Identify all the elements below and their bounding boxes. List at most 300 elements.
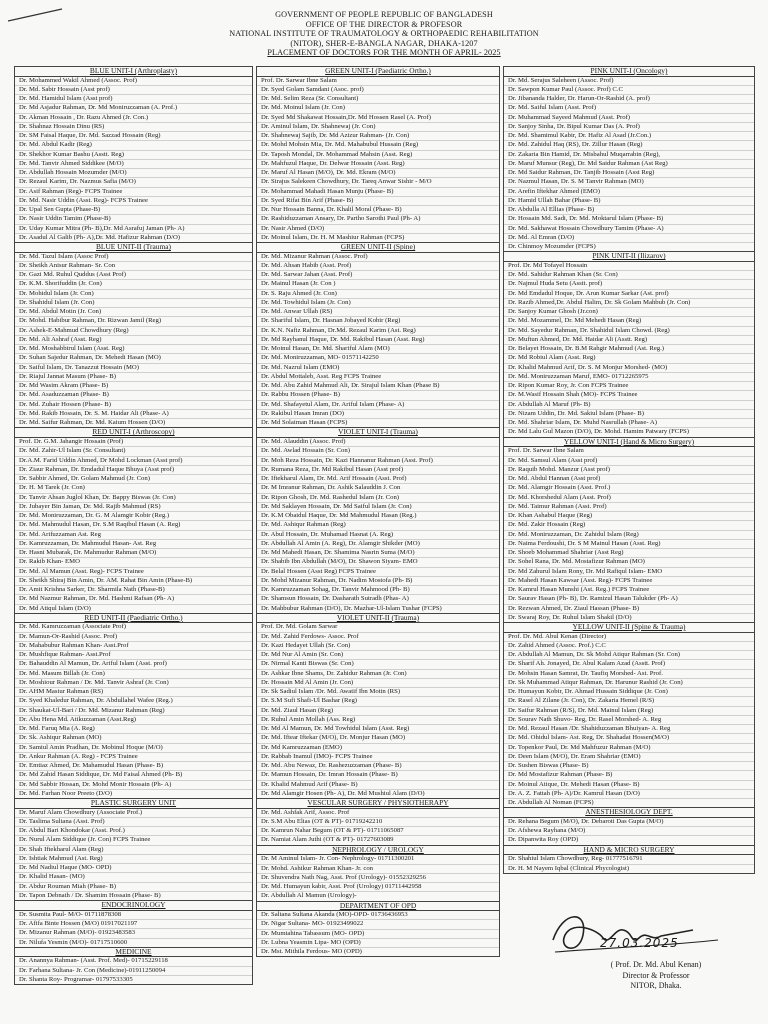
header-government: GOVERNMENT OF PEOPLE REPUBLIC OF BANGLADESH bbox=[275, 10, 493, 19]
doctor-entry: Dr. Gazi Md. Ruhul Quddus (Asst Prof) bbox=[15, 271, 252, 280]
unit-section bbox=[503, 808, 755, 845]
doctor-entry: Dr. Rashiduzzaman Ansary, Dr. Partho Sarothi Paul (Ph- A) bbox=[257, 215, 499, 224]
doctor-entry: Dr. Dipanwita Roy (OPD) bbox=[508, 836, 579, 844]
doctor-entry: Dr. Topenkor Paul, Dr. Md Mahfuzur Rahman (M/O) bbox=[504, 744, 754, 753]
unit-section bbox=[256, 66, 500, 243]
doctor-entry: Dr. Md. Zahidul Haq (RS), Dr. Zillur Hasan (Reg) bbox=[504, 141, 754, 150]
doctor-entry: Dr. Sourav Nath Shuvo- Reg, Dr. Rasel Morshed- A. Reg bbox=[504, 716, 754, 725]
doctor-entry: Prof. Dr. Sarwar Ibne Salam bbox=[504, 447, 754, 456]
doctor-entry: Dr. Md. Ali Ashraf (Asst. Reg) bbox=[15, 336, 252, 345]
header-placement-title: PLACEMENT OF DOCTORS FOR THE MONTH OF APRIL- 2025 bbox=[267, 48, 501, 58]
doctor-entry: Dr. Md. Zuhair Hossen (Phase- B) bbox=[15, 401, 252, 410]
doctor-entry: Dr. Asadul Al Galib (Ph- A),Dr. Md. Hafizur Rahman (D/O) bbox=[19, 233, 181, 241]
doctor-entry: Dr. Md. Abu Newaz, Dr. Rashezuzzaman (Phase- B) bbox=[257, 762, 499, 771]
doctor-entry: Dr. Akman Hossain , Dr. Razu Ahmed (Jr. Con.) bbox=[15, 114, 252, 123]
doctor-entry: Dr. Hasni Mubarak, Dr. Mahmudur Rahman (M/O) bbox=[15, 549, 252, 558]
doctor-entry: Dr. Shuvendra Nath Nag, Asst. Prof (Urology)- 01552329256 bbox=[257, 874, 499, 883]
unit-title: PINK UNIT-I (Oncology) bbox=[504, 67, 754, 77]
doctor-entry: Dr. Taslima Sultana (Asst. Prof) bbox=[15, 818, 252, 827]
doctor-entry: Dr. S.M Sufi Shafi-Ul Bashar (Reg) bbox=[257, 697, 499, 706]
doctor-entry: Dr. Saiful Islam, Dr. Tanazzut Hossain (MO) bbox=[15, 364, 252, 373]
doctor-entry: Dr. Swaraj Roy, Dr. Ruhul Islam Shakil (D/O) bbox=[508, 613, 632, 621]
doctor-entry: Dr. Shoeb Mohammad Shahriar (Asst Reg) bbox=[504, 549, 754, 558]
doctor-entry: Dr. Mushfique Rahman- Asst.Prof bbox=[15, 651, 252, 660]
doctor-entry: Dr. Md. Faruq Mia (A. Reg) bbox=[15, 725, 252, 734]
doctor-entry: Dr. Md. Selim Reza (Sr. Consultant) bbox=[257, 95, 499, 104]
doctor-entry: Dr. Rakib Khan- EMO bbox=[15, 558, 252, 567]
doctor-entry: Dr. Shanta Roy- Programar- 01797533305 bbox=[19, 975, 133, 983]
unit-section bbox=[256, 846, 500, 902]
doctor-entry: Dr. Shahidul Islam (Jr. Con) bbox=[15, 299, 252, 308]
doctor-entry: Dr. Hamid Ullah Bahar (Phase- B) bbox=[504, 197, 754, 206]
doctor-entry: Dr. Syed Golam Samdani (Asoc. prof) bbox=[257, 86, 499, 95]
doctor-entry: Dr. Ziaur Rahman, Dr. Emdadul Haque Bhuya (Asst prof) bbox=[15, 466, 252, 475]
doctor-entry: Dr. Kamruzzaman, Dr. Mahmudul Hasan- Ast. Reg bbox=[15, 540, 252, 549]
doctor-entry: Dr. Md. Rakib Hossain, Dr. S. M. Haidar Ali (Phase- A) bbox=[15, 410, 252, 419]
unit-title: VESCULAR SURGERY / PHYSIOTHERAPY bbox=[257, 799, 499, 809]
doctor-entry: Dr. Md Sabbir Hossan, Dr. Mohd Monir Hossain (Ph- A) bbox=[15, 781, 252, 790]
doctor-entry: Dr. Md. Alauddin (Assoc. Prof) bbox=[257, 438, 499, 447]
doctor-entry: Dr. Md Wasim Akram (Phase- B) bbox=[15, 382, 252, 391]
doctor-entry: Dr. Mohd Mizanur Rahman, Dr. Nadim Mostofa (Ph- B) bbox=[257, 577, 499, 586]
doctor-entry: Dr. K.N. Nafiz Rahman, Dr.Md. Rezaul Karim (Ast. Reg) bbox=[257, 327, 499, 336]
doctor-entry: Dr. Md. Ashfak Arif, Assoc. Prof bbox=[257, 809, 499, 818]
doctor-entry: Dr. Md Mahedi Hasan, Dr. Shamima Nasrin Suma (M/O) bbox=[257, 549, 499, 558]
unit-title: NEPHROLOGY / UROLOGY bbox=[257, 846, 499, 856]
doctor-entry: Dr. Kazi Hedayet Ullah (Sr. Con) bbox=[257, 642, 499, 651]
unit-title: DEPARTMENT OF OPD bbox=[257, 902, 499, 912]
column-left bbox=[14, 66, 253, 985]
unit-title: GREEN UNIT-II (Spine) bbox=[257, 243, 499, 253]
signature-date: 27.03.2025 bbox=[600, 936, 679, 950]
doctor-entry: Dr. Sawpon Kumar Paul (Assoc. Prof) C.C bbox=[504, 86, 754, 95]
doctor-entry: Dr. Abdul Mottaleb, Asst. Reg FCPS Trainee bbox=[257, 373, 499, 382]
doctor-entry: Prof. Dr. Md. Abul Kenan (Director) bbox=[504, 633, 754, 642]
signatory-name: ( Prof. Dr. Md. Abul Kenan) bbox=[610, 960, 702, 969]
doctor-entry: Dr. Rabbab Inamul (IMO)- FCPS Trainee bbox=[257, 753, 499, 762]
doctor-entry: Dr. Md. Abdul Motin (Jr. Con) bbox=[15, 308, 252, 317]
doctor-entry: Dr. Md. Abdul Hannan (Asst prof) bbox=[504, 475, 754, 484]
unit-title: YELLOW UNIT-I (Hand & Micro Surgery) bbox=[504, 438, 754, 448]
doctor-entry: Dr. Khalid Hasan- (MO) bbox=[15, 873, 252, 882]
doctor-entry: Dr. Mst. Mithila Ferdous- MO (OPD) bbox=[261, 948, 362, 956]
doctor-entry: Dr. Bahauddin Al Mamun, Dr. Ariful Islam (Asst. prof) bbox=[15, 660, 252, 669]
doctor-entry: Dr. Md Nadiul Haque (MO- OPD) bbox=[15, 864, 252, 873]
unit-title: ANESTHESIOLOGY DEPT. bbox=[504, 808, 754, 818]
doctor-entry: Dr. Ruhul Amin Mollah (Ass. Reg) bbox=[257, 716, 499, 725]
column-right bbox=[503, 66, 755, 874]
doctor-entry: Dr. Mahabubur Rahman Khan- Asst.Prof bbox=[15, 642, 252, 651]
doctor-entry: Dr. Sharif Ah. Jonayed, Dr. Abul Kalam Azad (Asstt. Prof) bbox=[504, 660, 754, 669]
doctor-entry: Dr. Shahnewaj Sajib, Dr. Md Azizur Rahman- (Jr. Con) bbox=[257, 132, 499, 141]
doctor-entry: Dr. Belal Hossen (Asst Reg) FCPS Trainee bbox=[257, 568, 499, 577]
doctor-entry: Dr. Md. Moshabbirul Islam (Asst. Reg) bbox=[15, 345, 252, 354]
doctor-entry: Dr. Mahedi Hasan Kawsar (Asst. Reg)- FCPS Trainee bbox=[504, 577, 754, 586]
doctor-entry: Dr. Md. Saifur Rahman, Dr. Md. Kaium Hossen (D/O) bbox=[19, 419, 166, 427]
doctor-entry: Dr. Mohd. Ashikur Rahman Khan- Jr. con bbox=[257, 865, 499, 874]
doctor-entry: Dr. Suhan Sajedur Rahman, Dr. Mehedi Hasan (MO) bbox=[15, 354, 252, 363]
doctor-entry: Dr. Chinmoy Mozumder (FCPS) bbox=[508, 243, 596, 251]
doctor-entry: Dr. Shah Iftekharul Alam (Reg) bbox=[15, 846, 252, 855]
doctor-entry: Dr. Amit Krishna Sarker, Dr. Sharmila Nath (Phase-B) bbox=[15, 586, 252, 595]
doctor-entry: Dr. Rezaul Karim, Dr. Nazmus Safia (M/O) bbox=[15, 178, 252, 187]
doctor-entry: Dr. Riajul Jannat Masum (Phase- B) bbox=[15, 373, 252, 382]
doctor-entry: Dr. Sk Sadiul Islam /Dr. Md. Awatif Ibn Motin (RS) bbox=[257, 688, 499, 697]
doctor-entry: Dr. M Imranur Rahman, Dr. Ashik Salauddin J. Con bbox=[257, 484, 499, 493]
doctor-entry: Dr. Mohidul Islam (Jr. Con) bbox=[15, 290, 252, 299]
doctor-entry: Dr. Nasir Uddin Tamim (Phase-B) bbox=[15, 215, 252, 224]
doctor-entry: Dr. Shahnaz Hossain Dinu (RS) bbox=[15, 123, 252, 132]
doctor-entry: Dr. Moshiour Rahman / Dr. Md. Tanvir Ashraf (Jr. Con) bbox=[15, 679, 252, 688]
doctor-entry: Dr. Md. Khorshedul Alam (Asst. Prof) bbox=[504, 494, 754, 503]
unit-section bbox=[14, 614, 253, 799]
doctor-entry: Dr. Md. Farhan Noor Preeto (D/O) bbox=[19, 789, 113, 797]
doctor-entry: Dr. Abul Hossain, Dr. Muhamad Hasnat (A. Reg) bbox=[257, 531, 499, 540]
column-middle bbox=[256, 66, 500, 957]
unit-title: BLUE UNIT-II (Trauma) bbox=[15, 243, 252, 253]
doctor-entry: Dr. Rakibul Hasan Imran (DO) bbox=[257, 410, 499, 419]
doctor-entry: Dr. Moh Reza Hossain, Dr. Kazi Hannanur Rahman (Asst. Prof) bbox=[257, 457, 499, 466]
doctor-entry: Dr. Md. Anwar Ullah (RS) bbox=[257, 308, 499, 317]
doctor-entry: Dr. Md. Al Mamun (Asst. Reg)- FCPS Trainee bbox=[15, 568, 252, 577]
unit-title: ENDOCRINOLOGY bbox=[15, 901, 252, 911]
header-office: OFFICE OF THE DIRECTOR & PROFESOR bbox=[305, 19, 463, 29]
doctor-entry: Dr. Nizam Uddin, Dr. Md. Sakiul Islam (Phase- B) bbox=[504, 410, 754, 419]
doctor-entry: Dr. Saltana Sultana Akanda (MO)-OPD- 01736436953 bbox=[257, 911, 499, 920]
doctor-entry: Dr. Md. Kamruzzaman (Associate Prof) bbox=[15, 623, 252, 632]
doctor-entry: Dr. Md Asjadur Rahman, Dr. Md Moniruzzaman (A. Prof.) bbox=[15, 104, 252, 113]
doctor-entry: Dr. Farhana Sultana- Jr. Con (Medicine)-01911250094 bbox=[15, 967, 252, 976]
doctor-entry: Dr. Md Saklayen Hossain, Dr. Md Saiful Islam (Jr. Con) bbox=[257, 503, 499, 512]
doctor-entry: Dr. Mohsin Hasan Samrat, Dr. Taufiq Morshed- Ast. Prof. bbox=[504, 670, 754, 679]
unit-title: RED UNIT-II (Paediatric Ortho.) bbox=[15, 614, 252, 624]
doctor-entry: Dr. A. Z. Fattah (Ph- A)/Dr. Kamrul Hasan (D/O) bbox=[504, 790, 754, 799]
doctor-entry: Dr. Md. Zahid Ferdows- Assoc. Prof bbox=[257, 633, 499, 642]
doctor-entry: Dr.A.M. Farid Uddin Ahmed, Dr Mohd Lockman (Asst prof) bbox=[15, 457, 252, 466]
signatory-title: Director & Professor bbox=[622, 970, 690, 980]
doctor-entry: Dr. Md. Shafayetul Alam, Dr. Ariful Islam (Phase- A) bbox=[257, 401, 499, 410]
doctor-entry: Dr. Ishtiak Mahmud (Ast. Reg) bbox=[15, 855, 252, 864]
doctor-entry: Dr. Md. Nasir Uddin (Asst. Reg)- FCPS Trainee bbox=[15, 197, 252, 206]
unit-section bbox=[503, 846, 755, 874]
doctor-entry: Dr. Ashkar Ibne Shams, Dr. Zahidur Rahman (Jr. Con) bbox=[257, 670, 499, 679]
doctor-entry: Dr. Md. Ahsan Habib (Asst. Prof) bbox=[257, 262, 499, 271]
doctor-entry: Dr. Sk. Ashiqur Rahman (MO) bbox=[15, 734, 252, 743]
doctor-entry: Dr. Khalid Mahmud Arif (Phase- B) bbox=[257, 781, 499, 790]
doctor-entry: Dr. Najmul Huda Setu (Asstt. prof) bbox=[504, 280, 754, 289]
unit-section bbox=[14, 428, 253, 613]
doctor-entry: Dr. Md Emdadul Hoque, Dr. Arun Kumar Sarkar (Ast. prof) bbox=[504, 290, 754, 299]
doctor-entry: Dr. Lubna Yeasmin Lipa- MO (OPD) bbox=[257, 939, 499, 948]
doctor-entry: Dr. Md. Taimur Rahman (Asst. Prof) bbox=[504, 503, 754, 512]
doctor-entry: Dr. Nur Hossain Banna, Dr. Khalil Moral (Phase- B) bbox=[257, 206, 499, 215]
doctor-entry: Dr. Shabib Ibn Abdullah (M/O), Dr. Shawon Siyam- EMO bbox=[257, 558, 499, 567]
doctor-entry: Dr. Md. Arifuzzaman Ast. Reg bbox=[15, 531, 252, 540]
doctor-entry: Dr. Samiul Amin Pradhan, Dr. Mobinul Hoque (M/O) bbox=[15, 744, 252, 753]
doctor-entry: Dr. Md Alamgir Hosen (Ph- A), Dr. Md Mushiul Alam (D/O) bbox=[261, 789, 425, 797]
doctor-entry: Dr. Md. Sarwar Jahan (Asst. Prof) bbox=[257, 271, 499, 280]
doctor-entry: Dr. Mamun-Or-Rashid (Assoc. Prof) bbox=[15, 633, 252, 642]
doctor-entry: Dr. Abu Hena Md. Atikuzzaman (Asst.Reg) bbox=[15, 716, 252, 725]
doctor-entry: Dr. Shekhor Kumar Bashu (Asstt. Reg) bbox=[15, 151, 252, 160]
doctor-entry: Dr. Zakaria Bin Hamid, Dr. Misbahul Muqarrabin (Reg), bbox=[504, 151, 754, 160]
doctor-entry: Dr. Abdullah Hossain Mozumder (M/O) bbox=[15, 169, 252, 178]
unit-section bbox=[256, 902, 500, 958]
unit-title: VIOLET UNIT-II (Trauma) bbox=[257, 614, 499, 624]
doctor-entry: Dr. Sanjoy Sinha, Dr. Bipul Kumar Das (A. Prof) bbox=[504, 123, 754, 132]
doctor-entry: Dr. Md Nur Al Amin (Sr. Con) bbox=[257, 651, 499, 660]
doctor-entry: Dr. Mamun Hossain, Dr. Imran Hossain (Phase- B) bbox=[257, 771, 499, 780]
doctor-entry: Dr. K.M. Shorifuddin (Jr. Con) bbox=[15, 280, 252, 289]
doctor-entry: Dr. Md. Sabir Hossain (Asst prof) bbox=[15, 86, 252, 95]
unit-section bbox=[256, 614, 500, 799]
doctor-entry: Dr. Md. Shahriar Islam, Dr. Muhd Nasrullah (Phase- A) bbox=[504, 419, 754, 428]
doctor-entry: Dr. Maruf Alam Chowdhury (Associate Prof.) bbox=[15, 809, 252, 818]
doctor-entry: Dr. Nasir Ahmed (D/O) bbox=[257, 225, 499, 234]
doctor-entry: Dr. Abdullah Al Mamun (Urology)- bbox=[261, 892, 357, 900]
header-institute: NATIONAL INSTITUTE OF TRAUMATOLOGY & ORTHOPAEDIC REHABILITATION bbox=[229, 29, 539, 39]
doctor-entry: Dr. Raquib Mohd. Manzur (Asst prof) bbox=[504, 466, 754, 475]
doctor-entry: Dr. Anannya Rahman- (Asst. Prof. Med)- 01715229118 bbox=[15, 957, 252, 966]
doctor-entry: Dr. Kamrun Nahar Begum (OT & PT)- 01711065087 bbox=[257, 827, 499, 836]
doctor-entry: Dr. Moinul Islam, Dr. H. M Mashiur Rahman (FCPS) bbox=[261, 233, 405, 241]
document-header bbox=[0, 10, 768, 58]
doctor-entry: Dr. Md. Asaduzzaman (Phase- B) bbox=[15, 391, 252, 400]
unit-section bbox=[256, 428, 500, 613]
handwritten-signature bbox=[543, 900, 743, 1010]
doctor-entry: Dr. Ashek-E-Mahmud Chowdhury (Reg) bbox=[15, 327, 252, 336]
unit-title: GREEN UNIT-I (Paediatric Ortho.) bbox=[257, 67, 499, 77]
doctor-entry: Dr. Md Mostafizur Rahman (Phase- B) bbox=[504, 771, 754, 780]
doctor-entry: Dr. Md Lalu Gul Mazon (D/O), Dr. Mohd. Hamim Patwary (FCPS) bbox=[508, 428, 689, 436]
doctor-entry: Dr. Rabbu Hossen (Phase- B) bbox=[257, 391, 499, 400]
doctor-entry: Dr. Muftun Ahmed, Dr. Md. Haidar Ali (Asstt. Reg) bbox=[504, 336, 754, 345]
unit-section bbox=[14, 243, 253, 428]
doctor-entry: Dr. Md. Humayun kabir, Asst. Prof (Urology) 01711442958 bbox=[257, 883, 499, 892]
doctor-entry: Dr. Susmita Paul- M/O- 01711878308 bbox=[15, 911, 252, 920]
doctor-entry: Dr. Md. Abu Zahid Mahmud Ali, Dr. Sirajul Islam Khan (Phase B) bbox=[257, 382, 499, 391]
doctor-entry: Dr. Md. Awlad Hossain (Sr. Con) bbox=[257, 447, 499, 456]
doctor-entry: Dr. Md. Mizanur Rahman (Assoc. Prof) bbox=[257, 253, 499, 262]
doctor-entry: Dr. Nurul Alam Siddique (Jr. Con) FCPS Trainee bbox=[15, 836, 252, 845]
doctor-entry: Dr. Afshewa Rayhana (M/O) bbox=[504, 827, 754, 836]
doctor-entry: Dr. Asif Rahman (Reg)- FCPS Trainee bbox=[15, 188, 252, 197]
doctor-entry: Dr. Shamsun Hossain, Dr. Dasharath Sutradh (Phas- A) bbox=[257, 595, 499, 604]
doctor-entry: Dr. Nazmul Hasan, Dr. S. M Tanvir Rahman (MO) bbox=[504, 178, 754, 187]
doctor-entry: Dr. Md. Nazrul Islam (EMO) bbox=[257, 364, 499, 373]
doctor-entry: Dr. Nigar Sultana- MO- 01923499022 bbox=[257, 920, 499, 929]
doctor-entry: Dr. Md. Moniruzzaman Maruf, EMO- 01712265975 bbox=[504, 373, 754, 382]
doctor-entry: Dr. Syed Md Shakawat Hossain,Dr. Md Hossen Rasel (A. Prof) bbox=[257, 114, 499, 123]
doctor-entry: Dr. Sirajus Salekeen Chowdhury, Dr. Tareq Anwar Sishir - M/O bbox=[257, 178, 499, 187]
doctor-entry: Dr. Tanvir Ahsan Juglol Khan, Dr. Bappy Biswas (Jr. Con) bbox=[15, 494, 252, 503]
doctor-entry: Dr. Arefin Iftekhar Ahmed (EMO) bbox=[504, 188, 754, 197]
doctor-entry: Dr. Md. Ziaul Hasan (Reg) bbox=[257, 707, 499, 716]
doctor-entry: Prof. Dr. G.M. Jahangir Hossain (Prof) bbox=[15, 438, 252, 447]
doctor-entry: Dr. Sabbir Ahmed, Dr. Golam Mahmud (Jr. Con) bbox=[15, 475, 252, 484]
doctor-entry: Dr. Maruf Munsur (Reg), Dr. Md Saidur Rahman (Ast Reg) bbox=[504, 160, 754, 169]
doctor-entry: Dr. Uday Kumar Mitra (Ph- B),Dr. Md Asrafuj Jaman (Ph- A) bbox=[15, 225, 252, 234]
doctor-entry: Dr. S.M Abu Elias (OT & PT)- 01719242210 bbox=[257, 818, 499, 827]
doctor-entry: Dr. Md Rayhanul Haque, Dr. Md. Rakibul Hasan (Asst. Reg) bbox=[257, 336, 499, 345]
doctor-entry: Dr. Kamrul Hasan Munshi (Ast. Reg.) FCPS Trainee bbox=[504, 586, 754, 595]
unit-title: YELLOW UNIT-II (Spine & Trauma) bbox=[504, 623, 754, 633]
doctor-entry: Dr. Abdullah Al Mamun, Dr. Sk Mohd Atiqur Rahman (Sr. Con) bbox=[504, 651, 754, 660]
doctor-entry: Dr. Namiat Alam Juthi (OT & PT)- 01727603089 bbox=[261, 836, 394, 844]
doctor-entry: Dr. H. M Nayem Iqbal (Clinical Phycologist) bbox=[508, 864, 630, 872]
doctor-entry: Dr. Abdulla Al Ellias (Phase- B) bbox=[504, 206, 754, 215]
doctor-entry: Dr. Kamruzzaman Sohag, Dr. Tanvir Mahmood (Ph- B) bbox=[257, 586, 499, 595]
unit-section bbox=[14, 948, 253, 985]
doctor-entry: Prof. Dr. Md. Golam Sarwar bbox=[257, 623, 499, 632]
doctor-entry: Dr. Md. Shamimul Kabir, Dr. Hafiz Al Asad (Jr.Con.) bbox=[504, 132, 754, 141]
doctor-entry: Dr. Md. Iftear Iftekar (M/O), Dr. Monjur Hasan (MO) bbox=[257, 734, 499, 743]
doctor-entry: Dr. Rehana Begum (M/O), Dr. Debaroti Das Gupta (M/O) bbox=[504, 818, 754, 827]
doctor-entry: Dr. Ankur Rahman (A. Reg) - FCPS Trainee bbox=[15, 753, 252, 762]
doctor-entry: Dr. K.M Obaidul Haque, Dr. Md Mahmudul Hasan (Reg.) bbox=[257, 512, 499, 521]
doctor-entry: Dr. Maruf Al Hasan (M/O), Dr. Md. Ekram (M/O) bbox=[257, 169, 499, 178]
doctor-entry: Dr. Deen Islam (M/O), Dr. Eram Shahriar (EMO) bbox=[504, 753, 754, 762]
doctor-entry: Dr. Md. Alamgir Hossain (Asst. Prof.) bbox=[504, 484, 754, 493]
doctor-entry: Dr. Razib Ahmed,Dr. Abdul Halim, Dr. Sk Golam Mahbub (Jr. Con) bbox=[504, 299, 754, 308]
doctor-entry: Dr. Hossain Md Al Amin (Jr. Con) bbox=[257, 679, 499, 688]
doctor-entry: Dr. Nirmal Kanti Biswas (Sr. Con) bbox=[257, 660, 499, 669]
doctor-entry: Dr. Md Zahid Hasan Siddique, Dr. Md Faisal Ahmed (Ph- B) bbox=[15, 771, 252, 780]
doctor-entry: Dr. Naima Ferdoushi, Dr. S M Mainul Hasan (Asst. Reg) bbox=[504, 540, 754, 549]
unit-section bbox=[503, 252, 755, 437]
doctor-entry: Dr. Abdullah Al Noman (FCPS) bbox=[508, 799, 594, 807]
doctor-entry: Dr. Jubayer Bin Jaman, Dr. Md. Rajib Mahmud (RS) bbox=[15, 503, 252, 512]
doctor-entry: Dr. Md. Ashiqur Rahman (Reg) bbox=[257, 521, 499, 530]
doctor-entry: Dr. Shaukat-Ul-Bari / Dr. Md. Mizanur Rahman (Reg) bbox=[15, 707, 252, 716]
doctor-entry: Dr. Md. Mahmudul Hasan, Dr. S.M Raqibul Hasan (A. Reg) bbox=[15, 521, 252, 530]
unit-section bbox=[256, 243, 500, 428]
doctor-entry: Dr. Md. Saiful Islam (Asst. Prof) bbox=[504, 104, 754, 113]
doctor-entry: Dr. Mumtahina Tabassum (MO- OPD) bbox=[257, 930, 499, 939]
doctor-entry: Dr. Md. Samsul Alam (Asst prof) bbox=[504, 457, 754, 466]
doctor-entry: Dr. Md. Tanvir Ahmed Siddikee (M/O) bbox=[15, 160, 252, 169]
doctor-entry: Dr. Md. Hamidul Islam (Asst prof) bbox=[15, 95, 252, 104]
doctor-entry: Dr. Md Nazmur Rahman, Dr. Md. Hashmi Rafsan (Ph- A) bbox=[15, 595, 252, 604]
doctor-entry: Dr. Syed Khaledur Rahman, Dr. Abdullahel Wafee (Reg.) bbox=[15, 697, 252, 706]
doctor-entry: Dr. Md. Mozammel, Dr. Md Mehedi Hasan (Reg) bbox=[504, 317, 754, 326]
unit-title: BLUE UNIT-I (Arthroplasty) bbox=[15, 67, 252, 77]
doctor-entry: Dr. Md. Moniruzzaman, Dr. G. M Alamgir Kobir (Reg.) bbox=[15, 512, 252, 521]
doctor-entry: Dr. Jibananda Halder, Dr. Harun-Or-Rashid (A. prof) bbox=[504, 95, 754, 104]
doctor-entry: Dr. Md Robiul Alam (Asst. Reg) bbox=[504, 354, 754, 363]
doctor-entry: Dr. Md. Al Emran (D/O) bbox=[504, 234, 754, 243]
doctor-entry: Dr. Mainul Hasan (Jr. Con ) bbox=[257, 280, 499, 289]
doctor-entry: Dr. Md Kamruzzaman (EMO) bbox=[257, 744, 499, 753]
doctor-entry: Dr. Hossain Md. Sadi, Dr. Md. Moktarul Islam (Phase- B) bbox=[504, 215, 754, 224]
doctor-entry: Dr. Taposh Mondal, Dr. Mohammad Mahsin (Asst. Reg) bbox=[257, 151, 499, 160]
unit-title: HAND & MICRO SURGERY bbox=[504, 846, 754, 856]
doctor-entry: Dr. Sk Muhammad Atiqur Rahman, Dr. Harunur Rashid (Jr. Con) bbox=[504, 679, 754, 688]
doctor-entry: Dr. Ripon Ghosh, Dr. Md. Rashedul Islam (Jr. Con) bbox=[257, 494, 499, 503]
unit-title: PLASTIC SURGERY UNIT bbox=[15, 799, 252, 809]
doctor-entry: Dr. Khan Ashabul Haque (Reg) bbox=[504, 512, 754, 521]
doctor-entry: Dr. Sanjoy Kumar Ghosh (Jr.con) bbox=[504, 308, 754, 317]
doctor-entry: Dr. Md. Sakhawat Hossain Chowdhury Tamim (Phase- A) bbox=[504, 225, 754, 234]
doctor-entry: Dr. M Aminul Islam- Jr. Con- Nephrology- 01711300201 bbox=[257, 855, 499, 864]
doctor-entry: Dr. Mohd. Habibur Rahman, Dr. Rizwan Jamil (Reg) bbox=[15, 317, 252, 326]
doctor-entry: Dr. Saurav Hasan (Ph- B), Dr. Ramizul Hasan Talukder (Ph- A) bbox=[504, 595, 754, 604]
unit-section bbox=[14, 66, 253, 243]
doctor-entry: Dr. Md. Masum Billah (Jr. Con) bbox=[15, 670, 252, 679]
doctor-entry: Dr. Mohammad Mahadi Hasan Munju (Phase- B) bbox=[257, 188, 499, 197]
doctor-entry: Dr. M.Wasif Hossain Shah (MO)- FCPS Trainee bbox=[504, 391, 754, 400]
doctor-entry: Dr. Md. Moniruzzaman, MO- 01571142250 bbox=[257, 354, 499, 363]
doctor-entry: Dr. S. Raju Ahmed (Jr. Con) bbox=[257, 290, 499, 299]
doctor-entry: Dr. Mohammed Wakil Ahmed (Assoc. Prof) bbox=[15, 77, 252, 86]
doctor-entry: Dr. Mahbubur Rahman (D/O), Dr. Mazhar-Ul-Islam Tushar (FCPS) bbox=[261, 604, 442, 612]
doctor-entry: Dr. Saifur Rahman (R/S), Dr. Md. Mainul Islam (Reg) bbox=[504, 707, 754, 716]
doctor-entry: Dr. Iftekharul Alam, Dr. Md. Arif Hossain (Asst. Prof) bbox=[257, 475, 499, 484]
doctor-entry: Dr. Sohel Rana, Dr. Md. Mostafizur Rahman (MO) bbox=[504, 558, 754, 567]
doctor-entry: Dr. Shahiul Islam Chowdhury, Reg- 01777516791 bbox=[504, 855, 754, 864]
doctor-entry: Dr. Rumana Reza, Dr. Md Rakibul Hasan (Asst prof) bbox=[257, 466, 499, 475]
doctor-entry: Dr. Mahfuzul Haque, Dr. Delwar Hossain (Asst. Reg) bbox=[257, 160, 499, 169]
unit-section bbox=[14, 901, 253, 948]
doctor-entry: Dr. Md. Sahidur Rahman Khan (Sr. Con) bbox=[504, 271, 754, 280]
doctor-entry: Dr. Zahid Ahmed (Assoc. Prof.) C.C bbox=[504, 642, 754, 651]
doctor-entry: Prof. Dr. Sarwar Ibne Salam bbox=[257, 77, 499, 86]
doctor-entry: Dr. Abdullah Al Amin (A. Reg), Dr. Alamgir Shikder (MO) bbox=[257, 540, 499, 549]
doctor-entry: Dr. AHM Masiur Rahman (RS) bbox=[15, 688, 252, 697]
doctor-entry: Dr. Muhammad Sayeed Mahmud (Asst. Prof) bbox=[504, 114, 754, 123]
unit-section bbox=[503, 438, 755, 623]
doctor-entry: Dr. Sheikh Anisur Rahman- Sr. Con bbox=[15, 262, 252, 271]
doctor-entry: Dr. Mohd Mohsin Mia, Dr. Md. Mahabubul Hussain (Reg) bbox=[257, 141, 499, 150]
doctor-entry: Dr. Md Solaiman Hasan (FCPS) bbox=[261, 419, 348, 427]
doctor-entry: Dr. Md. Sayedur Rahman, Dr. Shahidul Islam Chowd. (Reg) bbox=[504, 327, 754, 336]
unit-title: MEDICINE bbox=[15, 948, 252, 958]
doctor-entry: Dr. Md. Zahir-Ul Islam (Sr. Consultant) bbox=[15, 447, 252, 456]
doctor-entry: Dr. SM Faisal Haque, Dr. Md. Sazzad Hossain (Reg) bbox=[15, 132, 252, 141]
doctor-entry: Dr. Shariful Islam, Dr. Hasnan Jobayed Kobir (Reg) bbox=[257, 317, 499, 326]
doctor-entry: Dr. Md. Ohidul Islam- Ast. Reg, Dr. Shahadat Hossen(M/O) bbox=[504, 734, 754, 743]
doctor-entry: Dr. Nilufa Yesmin (M/O)- 01717510600 bbox=[19, 938, 128, 946]
doctor-entry: Dr. Emtiaz Ahmed, Dr. Mahamudul Hasan (Phase- B) bbox=[15, 762, 252, 771]
unit-title: PINK UNIT-II (Ilizarov) bbox=[504, 252, 754, 262]
doctor-entry: Dr. Belayet Hossain, Dr. B.M Rahgir Mahmud (Ast. Reg.) bbox=[504, 345, 754, 354]
doctor-entry: Dr. H. M Tarek (Jr. Con) bbox=[15, 484, 252, 493]
doctor-entry: Dr. Rezwan Ahmed, Dr. Ziaul Hassan (Phase- B) bbox=[504, 605, 754, 614]
doctor-entry: Dr. Aminul Islam, Dr. Shahnewaj (Jr. Con) bbox=[257, 123, 499, 132]
header-address: (NITOR), SHER-E-BANGLA NAGAR, DHAKA-1207 bbox=[290, 38, 478, 48]
unit-section bbox=[256, 799, 500, 846]
unit-section bbox=[503, 66, 755, 252]
doctor-entry: Dr. Md. Zakir Hossain (Reg) bbox=[504, 521, 754, 530]
doctor-entry: Dr. Moinul Hasan, Dr. Md. Shariful Alam (MO) bbox=[257, 345, 499, 354]
doctor-entry: Dr. Rasel Al Zilane (Jr. Con), Dr. Zakaria Hemel (R/S) bbox=[504, 697, 754, 706]
doctor-entry: Dr. Khalid Mahmud Arif, Dr. S. M Monjur Morshed- (MO) bbox=[504, 364, 754, 373]
doctor-entry: Dr. Md. Abdul Kadir (Reg) bbox=[15, 141, 252, 150]
doctor-entry: Dr. Mizanur Rahman (M/O)- 01923483583 bbox=[15, 929, 252, 938]
doctor-entry: Dr. Md Zahurul Islam Rony, Dr. Md Rafiqul Islam- EMO bbox=[504, 568, 754, 577]
signatory-org: NITOR, Dhaka. bbox=[630, 981, 682, 990]
doctor-entry: Dr. Ripon Kumar Roy, Jr. Con FCPS Trainee bbox=[504, 382, 754, 391]
doctor-entry: Dr. Md Al Mamun, Dr. Md Towhidul Islam (Asst. Reg) bbox=[257, 725, 499, 734]
doctor-entry: Dr. Sheikh Shiraj Bin Amin, Dr. AM. Rahat Bin Amin (Phase-B) bbox=[15, 577, 252, 586]
doctor-entry: Dr. Upal Sen Gupta (Phase-B) bbox=[15, 206, 252, 215]
doctor-entry: Dr. Md. Moinul Islam (Jr. Con) bbox=[257, 104, 499, 113]
signature-block bbox=[556, 960, 756, 992]
doctor-entry: Dr. Afifa Binte Hossen (M/O) 01917021197 bbox=[15, 920, 252, 929]
doctor-entry: Dr. Abdullah Al Maruf (Ph- B) bbox=[504, 401, 754, 410]
unit-title: VIOLET UNIT-I (Trauma) bbox=[257, 428, 499, 438]
doctor-entry: Prof. Dr. Md Tofayel Hossain bbox=[504, 262, 754, 271]
